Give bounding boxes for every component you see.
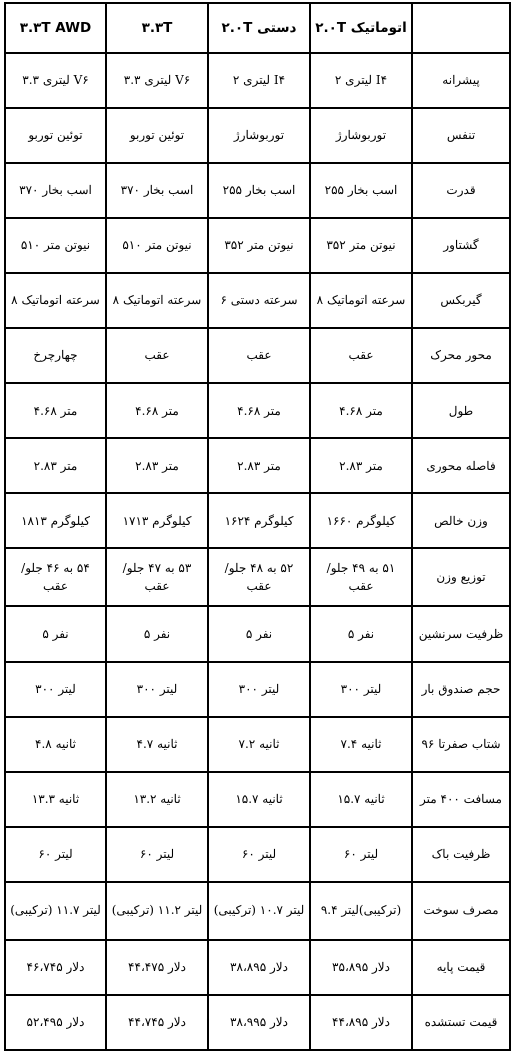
table-cell: دلار ۵۲،۴۹۵ [5, 995, 106, 1050]
table-cell: نیوتن متر ۵۱۰ [5, 218, 106, 273]
table-cell: ثانیه ۴.۸ [5, 717, 106, 772]
table-cell: عقب [310, 328, 412, 383]
table-cell: لیتر ۱۱.۷ (ترکیبی) [5, 882, 106, 940]
table-cell: لیتر ۱۱.۲ (ترکیبی) [106, 882, 208, 940]
table-cell: اسب بخار ۲۵۵ [310, 163, 412, 218]
header-trim-2-0t-automatic: اتوماتیک ۲.۰T [310, 3, 412, 53]
table-cell: متر ۴.۶۸ [106, 383, 208, 438]
table-cell: توربوشارژ [208, 108, 310, 163]
table-cell: ۵۲ به ۴۸ جلو/عقب [208, 548, 310, 606]
table-row [5, 940, 510, 995]
table-cell: لیتر ۶۰ [208, 827, 310, 882]
row-label: پیشرانه [412, 53, 510, 108]
header-trim-3-3t-awd: ۳.۳T AWD [5, 3, 106, 53]
table-cell: دلار ۴۶،۷۴۵ [5, 940, 106, 995]
row-label: شتاب صفرتا ۹۶ [412, 717, 510, 772]
table-row [5, 548, 510, 606]
table-row [5, 218, 510, 273]
table-cell: V۶ لیتری ۳.۳ [5, 53, 106, 108]
table-cell: توئین توربو [106, 108, 208, 163]
table-cell: ثانیه ۷.۴ [310, 717, 412, 772]
table-cell: لیتر ۶۰ [106, 827, 208, 882]
table-cell: سرعته دستی ۶ [208, 273, 310, 328]
spec-comparison-table [4, 2, 511, 1051]
table-cell: ۵۴ به ۴۶ جلو/عقب [5, 548, 106, 606]
table-cell: ثانیه ۱۵.۷ [310, 772, 412, 827]
table-cell: ۵۱ به ۴۹ جلو/عقب [310, 548, 412, 606]
table-cell: لیتر ۱۰.۷ (ترکیبی) [208, 882, 310, 940]
table-cell: متر ۲.۸۳ [208, 438, 310, 493]
table-cell: دلار ۳۸،۸۹۵ [208, 940, 310, 995]
table-cell: متر ۴.۶۸ [5, 383, 106, 438]
table-cell: (ترکیبی)لیتر ۹.۴ [310, 882, 412, 940]
table-row [5, 882, 510, 940]
table-cell: ثانیه ۴.۷ [106, 717, 208, 772]
table-cell: نفر ۵ [310, 606, 412, 661]
row-label: قدرت [412, 163, 510, 218]
row-label: تنفس [412, 108, 510, 163]
table-cell: متر ۲.۸۳ [5, 438, 106, 493]
table-cell: دلار ۴۴،۸۹۵ [310, 995, 412, 1050]
table-cell: V۶ لیتری ۳.۳ [106, 53, 208, 108]
table-row [5, 493, 510, 548]
table-cell: لیتر ۶۰ [310, 827, 412, 882]
table-row [5, 53, 510, 108]
header-trim-2-0t-manual: دستی ۲.۰T [208, 3, 310, 53]
table-cell: اسب بخار ۲۵۵ [208, 163, 310, 218]
table-cell: کیلوگرم ۱۸۱۳ [5, 493, 106, 548]
table-cell: I۴ لیتری ۲ [310, 53, 412, 108]
row-label: گیربکس [412, 273, 510, 328]
table-cell: نفر ۵ [106, 606, 208, 661]
table-row [5, 827, 510, 882]
row-label: فاصله محوری [412, 438, 510, 493]
header-corner-cell [412, 3, 510, 53]
table-row [5, 108, 510, 163]
row-label: محور محرک [412, 328, 510, 383]
table-cell: نیوتن متر ۵۱۰ [106, 218, 208, 273]
table-row [5, 328, 510, 383]
row-label: گشتاور [412, 218, 510, 273]
table-cell: توئین توربو [5, 108, 106, 163]
table-cell: لیتر ۶۰ [5, 827, 106, 882]
header-row [5, 3, 510, 53]
table-cell: متر ۴.۶۸ [310, 383, 412, 438]
table-cell: ثانیه ۱۵.۷ [208, 772, 310, 827]
table-cell: لیتر ۳۰۰ [106, 662, 208, 717]
table-row [5, 606, 510, 661]
table-cell: کیلوگرم ۱۶۲۴ [208, 493, 310, 548]
header-trim-3-3t: ۳.۳T [106, 3, 208, 53]
row-label: ظرفیت سرنشین [412, 606, 510, 661]
table-cell: دلار ۴۴،۷۴۵ [106, 995, 208, 1050]
row-label: قیمت تستشده [412, 995, 510, 1050]
table-cell: سرعته اتوماتیک ۸ [5, 273, 106, 328]
row-label: قیمت پایه [412, 940, 510, 995]
row-label: ظرفیت باک [412, 827, 510, 882]
table-row [5, 717, 510, 772]
table-cell: متر ۲.۸۳ [310, 438, 412, 493]
table-cell: لیتر ۳۰۰ [208, 662, 310, 717]
table-cell: نیوتن متر ۳۵۲ [310, 218, 412, 273]
table-cell: ثانیه ۱۳.۳ [5, 772, 106, 827]
table-cell: نیوتن متر ۳۵۲ [208, 218, 310, 273]
table-cell: I۴ لیتری ۲ [208, 53, 310, 108]
row-label: مسافت ۴۰۰ متر [412, 772, 510, 827]
table-cell: چهارچرخ [5, 328, 106, 383]
table-cell: ثانیه ۷.۲ [208, 717, 310, 772]
table-row [5, 438, 510, 493]
table-row [5, 273, 510, 328]
table-cell: اسب بخار ۳۷۰ [106, 163, 208, 218]
table-cell: دلار ۳۸،۹۹۵ [208, 995, 310, 1050]
table-cell: لیتر ۳۰۰ [5, 662, 106, 717]
table-row [5, 383, 510, 438]
row-label: وزن خالص [412, 493, 510, 548]
table-cell: متر ۲.۸۳ [106, 438, 208, 493]
table-cell: سرعته اتوماتیک ۸ [106, 273, 208, 328]
table-cell: نفر ۵ [208, 606, 310, 661]
table-row [5, 662, 510, 717]
row-label: حجم صندوق بار [412, 662, 510, 717]
table-cell: کیلوگرم ۱۷۱۳ [106, 493, 208, 548]
table-cell: توربوشارژ [310, 108, 412, 163]
table-cell: لیتر ۳۰۰ [310, 662, 412, 717]
table-row [5, 772, 510, 827]
table-cell: متر ۴.۶۸ [208, 383, 310, 438]
table-cell: عقب [106, 328, 208, 383]
row-label: طول [412, 383, 510, 438]
table-row [5, 995, 510, 1050]
row-label: مصرف سوخت [412, 882, 510, 940]
row-label: توزیع وزن [412, 548, 510, 606]
table-cell: سرعته اتوماتیک ۸ [310, 273, 412, 328]
table-cell: نفر ۵ [5, 606, 106, 661]
table-cell: عقب [208, 328, 310, 383]
table-row [5, 163, 510, 218]
table-cell: دلار ۴۴،۴۷۵ [106, 940, 208, 995]
table-cell: ۵۳ به ۴۷ جلو/عقب [106, 548, 208, 606]
table-cell: کیلوگرم ۱۶۶۰ [310, 493, 412, 548]
table-cell: اسب بخار ۳۷۰ [5, 163, 106, 218]
table-cell: ثانیه ۱۳.۲ [106, 772, 208, 827]
table-cell: دلار ۳۵،۸۹۵ [310, 940, 412, 995]
